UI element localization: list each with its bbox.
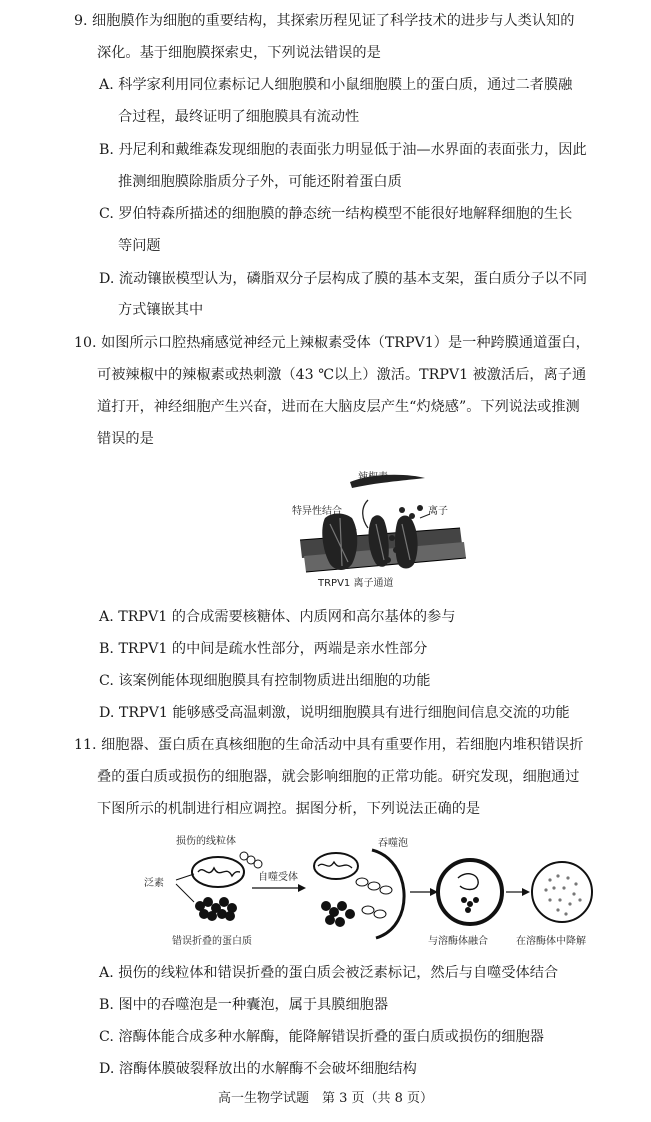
q10-option-c: C. 该案例能体现细胞膜具有控制物质进出细胞的功能 (99, 673, 431, 689)
misfolded-protein-icon (195, 897, 237, 921)
autophagy-receptor-chain (356, 878, 392, 918)
label-autophagy-receptor: 自噬受体 (258, 872, 298, 883)
q11-stem-line-1: 11. 细胞器、蛋白质在真核细胞的生命活动中具有重要作用，若细胞内堆积错误折 (74, 737, 584, 753)
q9-option-c-line-2: 等问题 (118, 238, 161, 254)
q11-option-c: C. 溶酶体能合成多种水解酶，能降解错误折叠的蛋白质或损伤的细胞器 (99, 1029, 544, 1045)
q11-option-a: A. 损伤的线粒体和错误折叠的蛋白质会被泛素标记，然后与自噬受体结合 (99, 965, 559, 981)
q11-stem-line-3: 下图所示的机制进行相应调控。据图分析，下列说法正确的是 (97, 801, 481, 817)
q9-option-d-line-2: 方式镶嵌其中 (118, 302, 204, 318)
q9-option-d-line-1: D. 流动镶嵌模型认为，磷脂双分子层构成了膜的基本支架，蛋白质分子以不同 (99, 271, 588, 287)
q9-stem-line-2: 深化。基于细胞膜探索史，下列说法错误的是 (97, 45, 381, 61)
q10-stem-line-2: 可被辣椒中的辣椒素或热刺激（43 ℃以上）激活。TRPV1 被激活后，离子通 (97, 367, 587, 383)
q11-stem-line-2: 叠的蛋白质或损伤的细胞器，就会影响细胞的正常功能。研究发现，细胞通过 (97, 769, 580, 785)
q10-stem-line-4: 错误的是 (97, 431, 154, 447)
label-fuse-lysosome: 与溶酶体融合 (428, 936, 488, 947)
label-degrade-lysosome: 在溶酶体中降解 (516, 936, 586, 947)
q9-option-b-line-1: B. 丹尼利和戴维森发现细胞的表面张力明显低于油—水界面的表面张力，因此 (99, 142, 587, 158)
label-damaged-mitochondrion: 损伤的线粒体 (176, 836, 236, 847)
label-specific-binding: 特异性结合 (292, 506, 342, 517)
q10-option-d: D. TRPV1 能够感受高温刺激，说明细胞膜具有进行细胞间信息交流的功能 (99, 705, 570, 721)
lysosome-icon (532, 862, 592, 922)
q10-stem-line-3: 道打开，神经细胞产生兴奋，进而在大脑皮层产生“灼烧感”。下列说法或推测 (97, 399, 580, 415)
q10-option-b: B. TRPV1 的中间是疏水性部分，两端是亲水性部分 (99, 641, 428, 657)
q11-option-b: B. 图中的吞噬泡是一种囊泡，属于具膜细胞器 (99, 997, 389, 1013)
q9-option-a-line-2: 合过程，最终证明了细胞膜具有流动性 (118, 109, 360, 125)
q9-option-a-line-1: A. 科学家利用同位素标记人细胞膜和小鼠细胞膜上的蛋白质，通过二者膜融 (99, 77, 573, 93)
label-ion: 离子 (428, 506, 448, 517)
label-trpv1-channel: TRPV1 离子通道 (318, 578, 394, 589)
label-capsaicin: 辣椒素 (358, 472, 388, 483)
autophagy-figure (140, 830, 610, 955)
q10-stem-line-1: 10. 如图所示口腔热痛感觉神经元上辣椒素受体（TRPV1）是一种跨膜通道蛋白， (74, 335, 590, 351)
page-footer: 高一生物学试题 第 3 页（共 8 页） (217, 1091, 434, 1106)
q9-stem-line-1: 9. 细胞膜作为细胞的重要结构，其探索历程见证了科学技术的进步与人类认知的 (74, 13, 575, 29)
q11-option-d: D. 溶酶体膜破裂释放出的水解酶不会破坏细胞结构 (99, 1061, 417, 1077)
trpv1-figure (280, 468, 480, 593)
q10-option-a: A. TRPV1 的合成需要核糖体、内质网和高尔基体的参与 (99, 609, 456, 625)
label-misfolded-protein: 错误折叠的蛋白质 (172, 936, 252, 947)
label-phagophore: 吞噬泡 (378, 838, 408, 849)
q9-option-b-line-2: 推测细胞膜除脂质分子外，可能还附着蛋白质 (118, 174, 402, 190)
label-ubiquitin: 泛素 (144, 878, 164, 889)
q9-option-c-line-1: C. 罗伯特森所描述的细胞膜的静态统一结构模型不能很好地解释细胞的生长 (99, 206, 573, 222)
autophagosome-icon (438, 860, 502, 924)
ubiquitin-chain (240, 852, 262, 868)
